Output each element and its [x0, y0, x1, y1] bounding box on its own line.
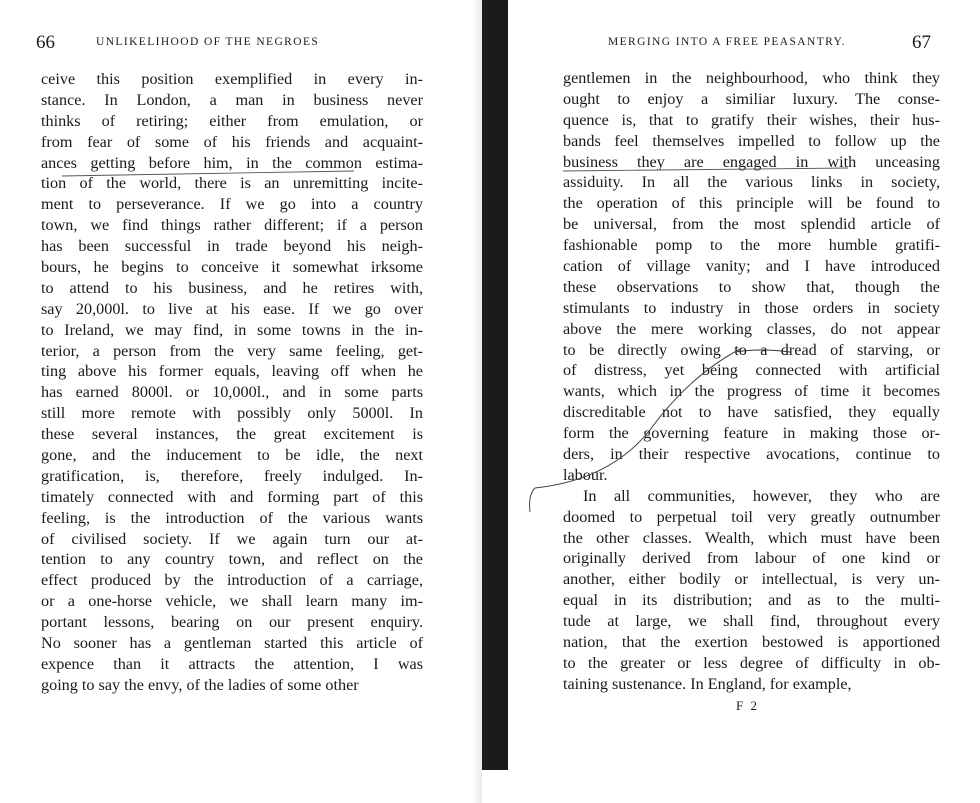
text-line: fashionable pomp to the more humble gratifi-	[563, 236, 940, 255]
text-line: portant lessons, bearing on our present enquiry.	[41, 613, 423, 632]
text-line: thinks of retiring; either from emulation, or	[41, 111, 423, 130]
text-line: ought to enjoy a similiar luxury. The conse-	[563, 89, 940, 108]
right-running-head: MERGING INTO A FREE PEASANTRY.	[608, 36, 847, 48]
text-line: going to say the envy, of the ladies of some other	[41, 675, 359, 694]
text-line: tention to any country town, and reflect on the	[41, 550, 423, 569]
text-line: quence is, that to gratify their wishes, their hus-	[563, 110, 940, 129]
book-gutter	[482, 0, 508, 770]
text-line: has been successful in trade beyond his neigh-	[41, 237, 423, 256]
text-line: nation, that the exertion bestowed is apportioned	[563, 633, 940, 652]
text-line: these observations to show that, though the	[563, 277, 940, 296]
text-line: to be directly owing to a dread of starving, or	[563, 340, 940, 359]
text-line: of civilised society. If we again turn our at-	[41, 529, 423, 548]
text-line: ances getting before him, in the common estima-	[41, 153, 423, 172]
text-line: to Ireland, we may find, in some towns in the in-	[41, 320, 423, 339]
text-line: tude at large, we shall find, throughout every	[563, 612, 940, 631]
text-line: business they are engaged in with unceasing	[563, 152, 940, 171]
text-line: No sooner has a gentleman started this article of	[41, 634, 423, 653]
text-line: still more remote with possibly only 5000l. In	[41, 404, 423, 423]
text-line: terior, a person from the very same feeling, get-	[41, 341, 423, 360]
text-line: effect produced by the introduction of a carriage,	[41, 571, 423, 590]
text-line: timately connected with and forming part of this	[41, 487, 423, 506]
text-line: ting above his former equals, leaving off when he	[41, 362, 423, 381]
text-line: ceive this position exemplified in every in-	[41, 70, 423, 88]
text-line: expence than it attracts the attention, I was	[41, 654, 423, 673]
text-line: be universal, from the most splendid article of	[563, 215, 940, 234]
left-page	[0, 0, 482, 803]
gutter-shadow	[472, 0, 482, 803]
text-line: gratification, is, therefore, freely indulged. In-	[41, 466, 423, 485]
text-line: originally derived from labour of one kind or	[563, 549, 940, 568]
text-line: gentlemen in the neighbourhood, who think they	[563, 69, 940, 87]
text-line: ders, in their respective avocations, continue to	[563, 445, 940, 464]
text-line: gone, and the inducement to be idle, the next	[41, 446, 423, 465]
text-line: or a one-horse vehicle, we shall learn many im-	[41, 592, 423, 611]
text-line: to the greater or less degree of difficulty in ob-	[563, 653, 940, 672]
left-page-number: 66	[36, 32, 55, 53]
text-line: bours, he begins to conceive it somewhat irksome	[41, 258, 423, 277]
text-line: of distress, yet being connected with artificial	[563, 361, 940, 380]
text-line: cation of village vanity; and I have introduced	[563, 257, 940, 276]
left-running-head: UNLIKELIHOOD OF THE NEGROES	[96, 36, 320, 48]
right-page-text	[563, 68, 940, 695]
text-line: town, we find things rather different; if a person	[41, 216, 423, 235]
text-line: bands feel themselves impelled to follow up the	[563, 131, 940, 150]
text-line: has earned 8000l. or 10,000l., and in some parts	[41, 383, 423, 402]
text-line: say 20,000l. to live at his ease. If we go over	[41, 299, 423, 318]
text-line: the operation of this principle will be found to	[563, 194, 940, 213]
text-line: the other classes. Wealth, which must have been	[563, 528, 940, 547]
signature-mark: F 2	[736, 698, 759, 713]
text-line: In all communities, however, they who are	[583, 486, 940, 505]
text-line: form the governing feature in making those or-	[563, 424, 940, 443]
right-page-number: 67	[912, 32, 931, 53]
text-line: equal in its distribution; and as to the multi-	[563, 591, 940, 610]
text-line: above the mere working classes, do not appear	[563, 319, 940, 338]
text-line: to attend to his business, and he retires with,	[41, 278, 423, 297]
text-line: wants, which in the progress of time it becomes	[563, 382, 940, 401]
text-line: stance. In London, a man in business never	[41, 90, 423, 109]
text-line: feeling, is the introduction of the various wants	[41, 508, 423, 527]
text-line: assiduity. In all the various links in society,	[563, 173, 940, 192]
left-page-text	[41, 69, 423, 696]
text-line: stimulants to industry in those orders in society	[563, 298, 940, 317]
text-line: another, either bodily or intellectual, is very un-	[563, 570, 940, 589]
text-line: these several instances, the great excitement is	[41, 425, 423, 444]
text-line: from fear of some of his friends and acquaint-	[41, 132, 423, 151]
text-line: labour.	[563, 465, 608, 484]
text-line: discreditable not to have satisfied, they equally	[563, 403, 940, 422]
right-page	[508, 0, 980, 803]
text-line: tion of the world, there is an unremitting incite-	[41, 174, 423, 193]
text-line: taining sustenance. In England, for example,	[563, 674, 852, 693]
text-line: doomed to perpetual toil very greatly outnumber	[563, 507, 940, 526]
text-line: ment to perseverance. If we go into a country	[41, 195, 423, 214]
